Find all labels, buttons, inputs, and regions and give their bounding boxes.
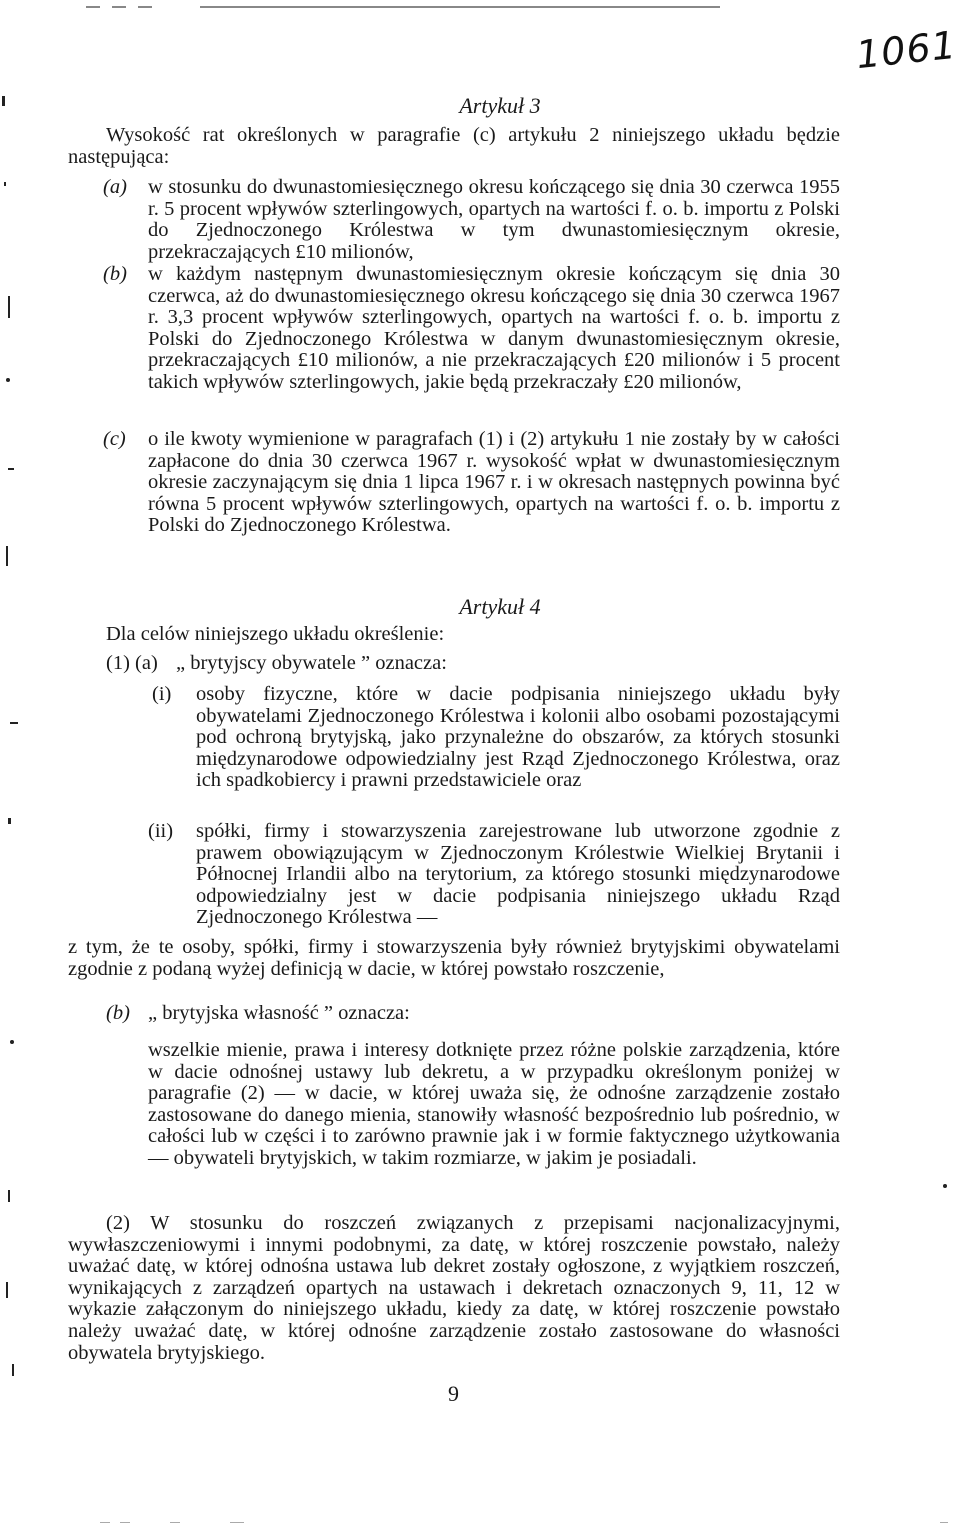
article-3-intro: Wysokość rat określonych w paragrafie (c) artykułu 2 niniejszego układu będzie następująca: [68, 124, 840, 168]
sub-i-label: (i) [152, 683, 172, 705]
scan-mark [8, 296, 10, 318]
sub-ii-text: spółki, firmy i stowarzyszenia zarejestrowane lub utworzone zgodnie z prawem obowiązującym w Zjednoczonym Królestwie Wielkiej Brytanii i Północnej Irlandii albo na terytorium, za którego stosunki międzynarodowe odpowiedzialny jest w dacie podpisania niniejszego układu Rząd Zjednoczonego Królestwa — [196, 820, 840, 929]
handwritten-page-number: 1061 [853, 22, 959, 78]
paragraph-1b-term: „ brytyjska własność ” oznacza: [148, 1002, 410, 1024]
scan-mark [6, 546, 8, 566]
scan-mark [6, 378, 10, 382]
sub-ii-label: (ii) [148, 820, 174, 842]
sub-i-text: osoby fizyczne, które w dacie podpisania niniejszego układu były obywatelami Zjednoczonego Królestwa i kolonii albo osobami pozostającymi pod ochroną brytyjską, jako przynależne do obszarów, za których stosunki międzynarodowe odpowiedzialny jest Rząd Zjednoczonego Królestwa, oraz ich spadkobiercy i prawni przedstawiciele oraz [196, 683, 840, 792]
paragraph-2-text: (2) W stosunku do roszczeń związanych z przepisami nacjonalizacyjnymi, wywłaszczeniowymi i innymi podobnymi, za datę, w której roszczenie powstało, należy uważać datę, w której odnośna ustawa lub dekret zostały ogłoszone, z wyjątkiem roszczeń, wynikających z zarządzeń opartych na ustawach i dekretach oznaczonych 9, 11, 12 w wykazie załączonym do niniejszego układu, kiedy za datę, w której roszczenie powstało należy uważać datę, w której odnośne zarządzenie zostało zastosowane do własności obywatela brytyjskiego. [68, 1212, 840, 1364]
scan-mark [4, 182, 6, 186]
scan-mark [10, 1040, 14, 1044]
paragraph-1b-text: wszelkie mienie, prawa i interesy dotknięte przez różne polskie zarządzenia, które w dacie odnośnej ustawy lub dekretu, a w przypadku określonym poniżej w paragrafie (2) — w dacie, w której uważa się, że odnośne zarządzenie zostało zastosowane do danego mienia, stanowiły własność bezpośrednio lub pośrednio, w całości lub w części i to zarówno prawnie jak i w formie faktycznego użytkowania — obywateli brytyjskich, w takim rozmiarze, w jakim je posiadali. [148, 1039, 840, 1169]
scan-mark [8, 1190, 10, 1202]
scan-mark [8, 468, 14, 470]
scan-mark [2, 96, 5, 106]
scan-rule [100, 1522, 110, 1523]
item-c-text: o ile kwoty wymienione w paragrafach (1) i (2) artykułu 1 nie zostały by w całości zapłacone do dnia 30 czerwca 1967 r. wysokość wpłat w dwunastomiesięcznym okresie zaczynającym się dnia 1 lipca 1967 r. i w okresach następnych powinna być równa 5 procent wpływów szterlingowych, opartych na wartości f. o. b. importu z Polski do Zjednoczonego Królestwa. [148, 428, 840, 537]
paragraph-1b-label: (b) [106, 1002, 130, 1024]
item-a-label: (a) [103, 176, 127, 198]
item-c-label: (c) [103, 428, 126, 450]
page-number: 9 [448, 1381, 459, 1406]
scan-mark [943, 1184, 947, 1188]
paragraph-1a-term: „ brytyjscy obywatele ” oznacza: [176, 652, 447, 674]
continuation-text: z tym, że te osoby, spółki, firmy i stowarzyszenia były również brytyjskimi obywatelami zgodnie z podaną wyżej definicją w dacie, w której powstało roszczenie, [68, 936, 840, 980]
article-4-heading: Artykuł 4 [459, 594, 541, 619]
article-3-heading: Artykuł 3 [459, 93, 541, 118]
scan-rule [112, 6, 126, 8]
item-b-text: w każdym następnym dwunastomiesięcznym okresie kończącym się dnia 30 czerwca, aż do dwunastomiesięcznego okresu kończącego się dnia 30 czerwca 1967 r. 3,3 procent wpływów szterlingowych, opartych na wartości f. o. b. importu z Polski do Zjednoczonego Królestwa w danym dwunastomiesięcznym okresie, przekraczających £10 milionów, a nie przekraczających £20 milionów i 5 procent takich wpływów szterlingowych, jakie będą przekraczały £20 milionów, [148, 263, 840, 393]
scan-rule [120, 1522, 130, 1523]
scan-rule [200, 6, 720, 8]
scan-rule [170, 1522, 180, 1523]
item-a-text: w stosunku do dwunastomiesięcznego okresu kończącego się dnia 30 czerwca 1955 r. 5 procent wpływów szterlingowych, opartych na wartości f. o. b. importu z Polski do Zjednoczonego Królestwa w tym dwunastomiesięcznym okresie, przekraczających £10 milionów, [148, 176, 840, 263]
scan-mark [6, 1282, 8, 1298]
scan-mark [10, 722, 18, 724]
scan-rule [86, 6, 100, 8]
scan-mark [12, 1364, 14, 1376]
scan-rule [230, 1522, 244, 1523]
item-b-label: (b) [103, 263, 127, 285]
scan-rule [138, 6, 152, 8]
scan-rule [940, 1522, 948, 1523]
paragraph-1a-label: (1) (a) [106, 652, 158, 674]
scan-mark [8, 818, 11, 824]
article-4-intro: Dla celów niniejszego układu określenie: [106, 623, 445, 645]
